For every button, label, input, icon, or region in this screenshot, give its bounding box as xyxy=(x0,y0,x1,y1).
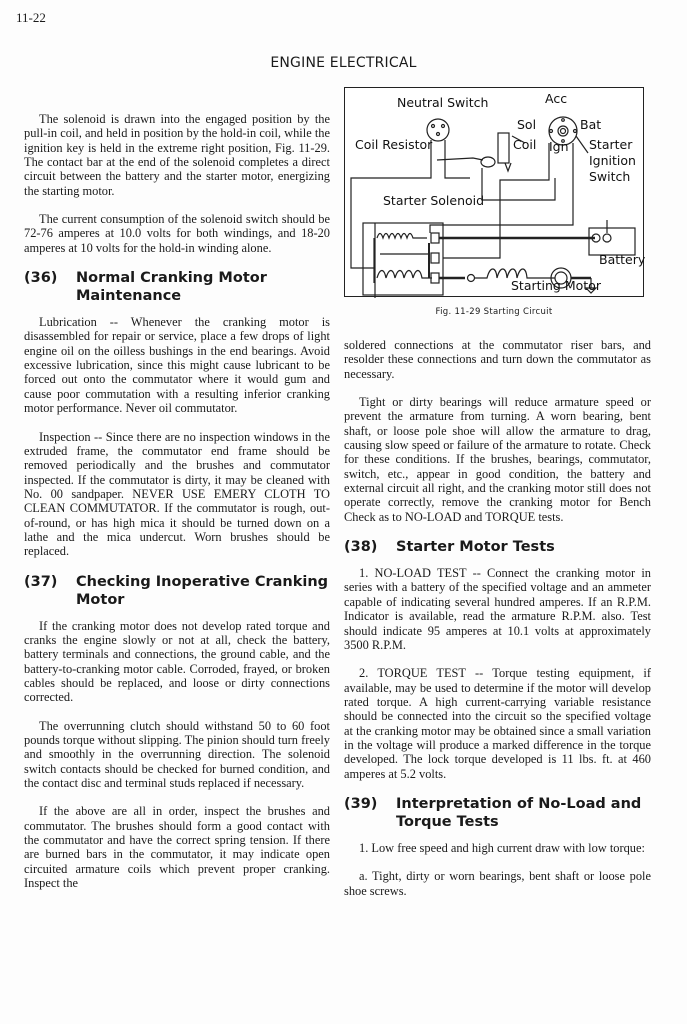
intro-paragraph-2: The current consumption of the solenoid switch should be 72-76 amperes at 10.0 volts for both windings, and 18-20 amperes at 10 volts for the hold-in winding alone. xyxy=(24,212,330,255)
label-sol: Sol xyxy=(517,117,537,132)
section-38-title: Starter Motor Tests xyxy=(396,539,555,556)
continued-paragraph-2: Tight or dirty bearings will reduce armature speed or prevent the armature from turning. A worn bearing, bent shaft, or loose pole shoe will allow the armature to drag, causing slow speed or failure of the armature to rotate. Check for these conditions. If the brushes, bearings, commutator, switch, etc., appear in good condition, the battery and external circuit all right, and the cranking motor still does not operate correctly, remove the cranking motor for Bench Check as to NO-LOAD and TORQUE tests. xyxy=(344,395,651,524)
starting-circuit-diagram xyxy=(344,87,644,297)
section-37-paragraph-1: If the cranking motor does not develop rated torque and cranks the engine slowly or not at all, check the battery, battery terminals and connections, the ground cable, and the battery-to-cranking motor cable. Corroded, frayed, or broken cables should be replaced, and loose or dirty connections corrected. xyxy=(24,618,330,705)
section-38-heading xyxy=(344,538,651,556)
left-column xyxy=(24,112,330,904)
label-ign: Ign xyxy=(549,139,569,154)
page-number: 11-22 xyxy=(16,10,46,25)
label-acc: Acc xyxy=(545,91,568,106)
label-neutral-switch: Neutral Switch xyxy=(397,95,489,110)
section-37-number: (37) xyxy=(24,573,58,590)
section-37-heading xyxy=(24,573,330,609)
section-38-paragraph-1: 1. NO-LOAD TEST -- Connect the cranking motor in series with a battery of the specified voltage and an ammeter capable of indicating several hundred amperes. If an R.P.M. Indicator is available, read the armature R.P.M. also. Test should indicate 95 amperes at 10.1 volts at approximately 3500 R.P.M. xyxy=(344,566,651,652)
section-37-paragraph-3: If the above are all in order, inspect the brushes and commutator. The brushes should form a good contact with the commutator and have the correct spring tension. If there are burned bars in the commutator, it may indicate open circuited armature coils which prevent proper cranking. Inspect the xyxy=(24,804,330,891)
label-coil-resistor: Coil Resistor xyxy=(355,137,433,152)
label-starter-solenoid: Starter Solenoid xyxy=(383,193,485,208)
label-starting-motor: Starting Motor xyxy=(511,278,601,293)
section-36-number: (36) xyxy=(24,270,58,287)
label-battery: Battery xyxy=(599,252,646,267)
section-36-paragraph-1: Lubrication -- Whenever the cranking motor is disassembled for repair or service, place a few drops of light engine oil on the oilless bushings in the end bearings. Avoid excessive lubrication, since this might cause lubricant to be forced out onto the commutator where it would gum and cause poor commutation with a resulting inferior cranking motor performance. Never oil commutator. xyxy=(24,315,330,416)
section-37-paragraph-2: The overrunning clutch should withstand 50 to 60 foot pounds torque without slipping. The pinion should turn freely and smoothly in the overrunning direction. The solenoid switch contacts should be checked for burned condition, and the contact disc and terminal studs replaced if necessary. xyxy=(24,718,330,791)
label-starter: Starter xyxy=(589,137,633,152)
section-36-heading xyxy=(24,269,330,305)
section-39-paragraph-2: a. Tight, dirty or worn bearings, bent shaft or loose pole shoe screws. xyxy=(344,869,651,898)
running-head: ENGINE ELECTRICAL xyxy=(270,55,417,71)
section-37-title: Checking Inoperative Cranking Motor xyxy=(76,573,329,608)
section-39-paragraph-1: 1. Low free speed and high current draw with low torque: xyxy=(359,840,645,855)
label-ignition: Ignition xyxy=(589,153,636,168)
section-36-paragraph-2: Inspection -- Since there are no inspection windows in the extruded frame, the commutator end frame should be removed periodically and the brushes and commutator inspected. If the commutator is dirty, it may be cleaned with No. 00 sandpaper. NEVER USE EMERY CLOTH TO CLEAN COMMUTATOR. If the commutator is rough, out-of-round, or has high mica it should be turned down on a lathe and the mica undercut. Worn brushes should be replaced. xyxy=(24,429,330,559)
label-bat: Bat xyxy=(580,117,602,132)
continued-paragraph-1: soldered connections at the commutator riser bars, and resolder these connections and turn down the commutator as necessary. xyxy=(344,338,651,381)
section-39-title: Interpretation of No-Load and Torque Tests xyxy=(396,795,642,830)
label-coil: Coil xyxy=(513,137,537,152)
label-switch: Switch xyxy=(589,169,631,184)
section-39-heading xyxy=(344,795,651,831)
section-38-paragraph-2: 2. TORQUE TEST -- Torque testing equipment, if available, may be used to determine if the motor will develop rated torque. A high current-carrying variable resistance should be connected into the circuit so the specified voltage at the cranking motor may be obtained since a small variation in the voltage will produce a marked difference in the torque developed. The lock torque developed is 11 lbs. ft. at 460 amperes at 5.2 volts. xyxy=(344,666,651,781)
right-column xyxy=(344,338,651,912)
intro-paragraph-1: The solenoid is drawn into the engaged position by the pull-in coil, and held in position by the hold-in coil, while the ignition key is held in the extreme right position, Fig. 11-29. The contact bar at the end of the solenoid completes a direct circuit between the battery and the starter motor, energizing the starting motor. xyxy=(24,112,330,198)
section-39-number: (39) xyxy=(344,795,378,812)
section-38-number: (38) xyxy=(344,539,378,556)
figure-caption: Fig. 11-29 Starting Circuit xyxy=(435,307,553,317)
section-36-title: Normal Cranking Motor Maintenance xyxy=(76,270,267,305)
